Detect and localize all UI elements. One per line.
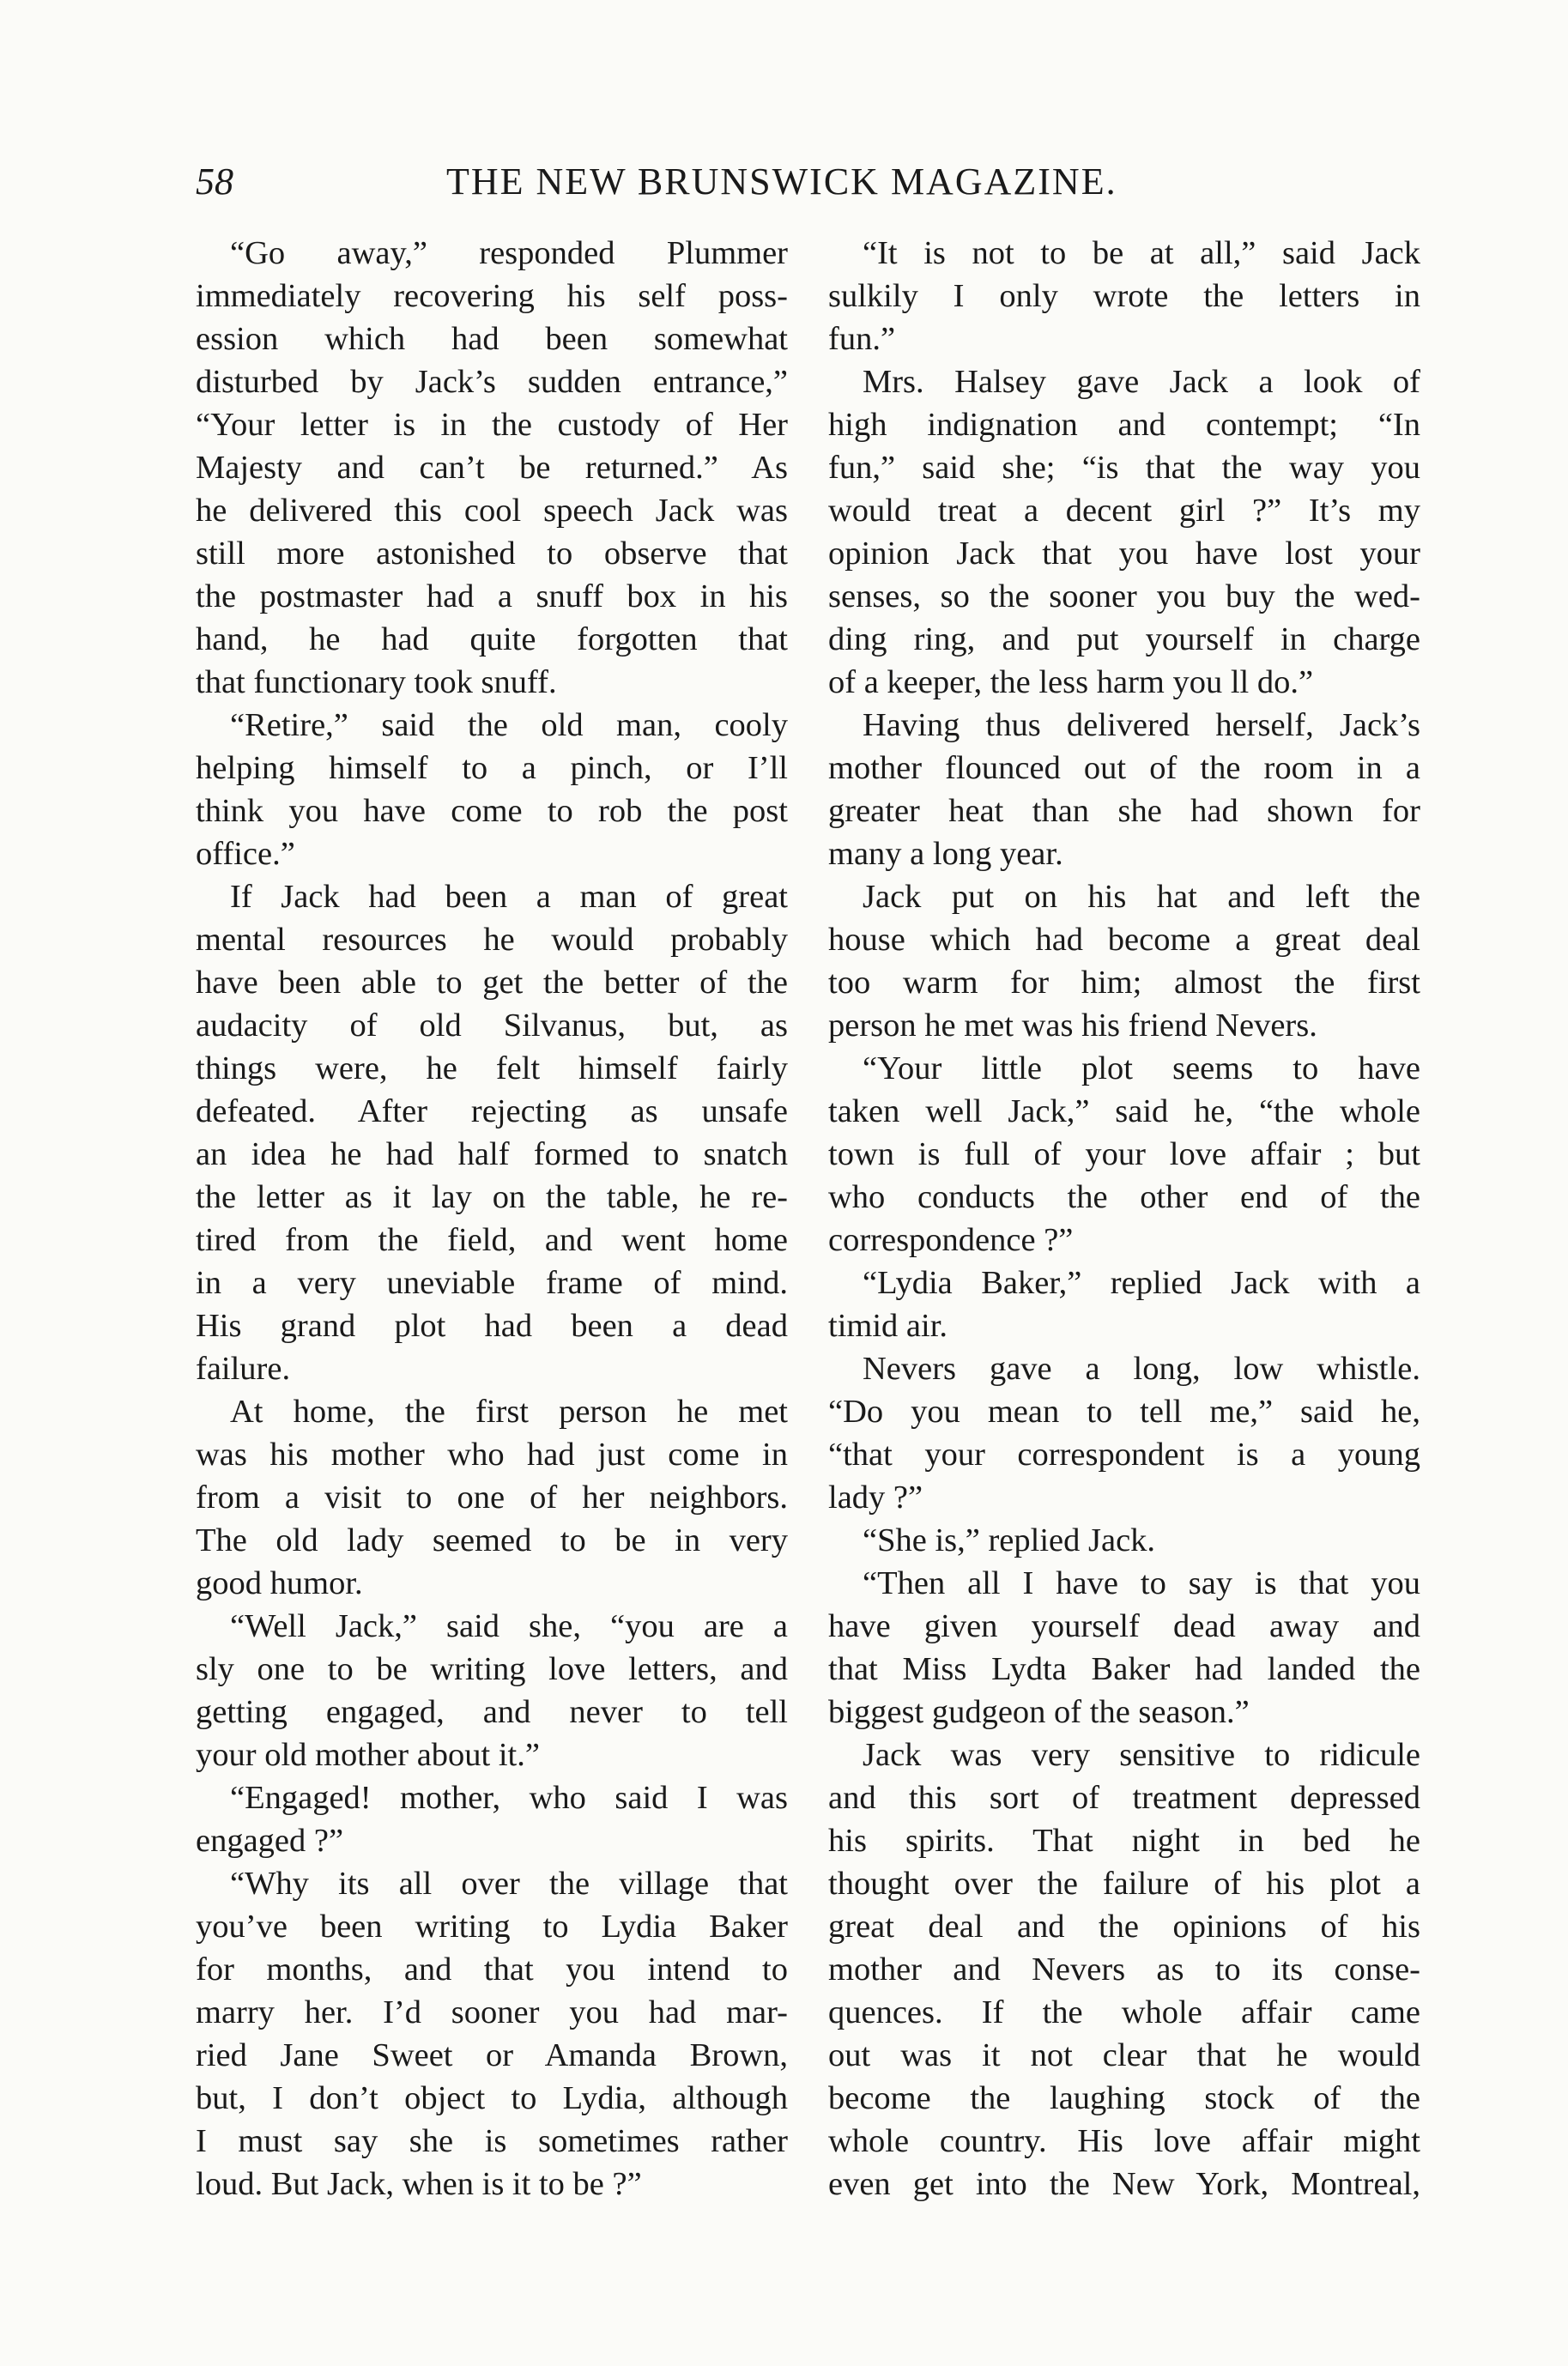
text-line: biggest gudgeon of the season.” [828,1694,1250,1730]
text-line: whole country. His love affair might [828,2123,1420,2159]
text-line: would treat a decent girl ?” It’s my [828,493,1420,529]
text-line: good humor. [196,1565,363,1601]
text-line: Jack put on his hat and left the [863,879,1420,915]
text-line: and this sort of treatment depressed [828,1780,1420,1816]
text-line: his spirits. That night in bed he [828,1823,1420,1859]
text-line: things were, he felt himself fairly [196,1050,788,1086]
text-line: Nevers gave a long, low whistle. [863,1351,1420,1387]
text-line: disturbed by Jack’s sudden entrance,” [196,364,788,400]
text-line: the letter as it lay on the table, he re- [196,1179,788,1215]
text-line: “Your little plot seems to have [863,1050,1420,1086]
text-line: still more astonished to observe that [196,536,788,572]
text-line: The old lady seemed to be in very [196,1522,788,1558]
text-line: from a visit to one of her neighbors. [196,1480,788,1516]
text-line: “that your correspondent is a young [828,1437,1420,1473]
text-line: defeated. After rejecting as unsafe [196,1093,788,1129]
text-line: “Well Jack,” said she, “you are a [230,1608,788,1644]
text-line: he delivered this cool speech Jack was [196,493,788,529]
text-line: “Your letter is in the custody of Her [196,407,788,443]
text-line: engaged ?” [196,1823,344,1859]
text-line: office.” [196,836,295,872]
text-line: If Jack had been a man of great [230,879,788,915]
text-line: “Go away,” responded Plummer [230,235,788,271]
text-line: high indignation and contempt; “In [828,407,1420,443]
text-line: think you have come to rob the post [196,793,788,829]
text-line: fun.” [828,321,896,357]
text-line: immediately recovering his self poss- [196,278,788,314]
text-line: mental resources he would probably [196,922,788,958]
text-line: person he met was his friend Nevers. [828,1008,1317,1044]
text-line: failure. [196,1351,291,1387]
text-line: house which had become a great deal [828,922,1420,958]
text-line: audacity of old Silvanus, but, as [196,1008,788,1044]
text-line: even get into the New York, Montreal, [828,2166,1420,2202]
text-line: of a keeper, the less harm you ll do.” [828,664,1314,700]
text-line: hand, he had quite forgotten that [196,621,788,657]
text-line: Having thus delivered herself, Jack’s [863,707,1420,743]
text-line: become the laughing stock of the [828,2080,1420,2116]
text-line: “It is not to be at all,” said Jack [863,235,1420,271]
text-line: town is full of your love affair ; but [828,1136,1420,1172]
text-line: an idea he had half formed to snatch [196,1136,788,1172]
text-line: your old mother about it.” [196,1737,540,1773]
text-line: “Engaged! mother, who said I was [230,1780,788,1816]
text-line: who conducts the other end of the [828,1179,1420,1215]
text-line: that functionary took snuff. [196,664,557,700]
text-line: for months, and that you intend to [196,1951,788,1988]
text-line: sly one to be writing love letters, and [196,1651,788,1687]
text-line: quences. If the whole affair came [828,1994,1420,2030]
text-line: ding ring, and put yourself in charge [828,621,1420,657]
running-title: THE NEW BRUNSWICK MAGAZINE. [446,160,1117,203]
text-line: Jack was very sensitive to ridicule [863,1737,1420,1773]
text-line: tired from the field, and went home [196,1222,788,1258]
text-line: ried Jane Sweet or Amanda Brown, [196,2037,788,2073]
text-line: but, I don’t object to Lydia, although [196,2080,788,2116]
text-line: out was it not clear that he would [828,2037,1420,2073]
text-line: taken well Jack,” said he, “the whole [828,1093,1420,1129]
text-line: greater heat than she had shown for [828,793,1420,829]
text-line: timid air. [828,1308,948,1344]
text-line: getting engaged, and never to tell [196,1694,788,1730]
text-line: in a very uneviable frame of mind. [196,1265,788,1301]
text-line: “Then all I have to say is that you [863,1565,1420,1601]
text-line: “She is,” replied Jack. [863,1522,1156,1558]
page-number: 58 [196,160,233,203]
text-line: great deal and the opinions of his [828,1909,1420,1945]
text-line: lady ?” [828,1480,923,1516]
text-line: you’ve been writing to Lydia Baker [196,1909,788,1945]
right-text-column [828,232,1420,2206]
text-line: sulkily I only wrote the letters in [828,278,1420,314]
text-line: helping himself to a pinch, or I’ll [196,750,788,786]
text-line: the postmaster had a snuff box in his [196,578,788,614]
text-line: loud. But Jack, when is it to be ?” [196,2166,642,2202]
text-line: many a long year. [828,836,1063,872]
text-line: too warm for him; almost the first [828,965,1420,1001]
text-line: mother and Nevers as to its conse- [828,1951,1420,1988]
text-line: Mrs. Halsey gave Jack a look of [863,364,1420,400]
text-line: “Retire,” said the old man, cooly [230,707,788,743]
text-line: marry her. I’d sooner you had mar- [196,1994,788,2030]
text-line: that Miss Lydta Baker had landed the [828,1651,1420,1687]
text-line: “Why its all over the village that [230,1866,788,1902]
text-line: mother flounced out of the room in a [828,750,1420,786]
text-line: was his mother who had just come in [196,1437,788,1473]
text-line: “Lydia Baker,” replied Jack with a [863,1265,1420,1301]
text-line: fun,” said she; “is that the way you [828,450,1420,486]
text-line: opinion Jack that you have lost your [828,536,1420,572]
text-line: ession which had been somewhat [196,321,788,357]
page-header [0,160,1568,211]
left-text-column [196,232,788,2206]
text-line: I must say she is sometimes rather [196,2123,788,2159]
text-line: “Do you mean to tell me,” said he, [828,1394,1420,1430]
text-line: Majesty and can’t be returned.” As [196,450,788,486]
text-line: His grand plot had been a dead [196,1308,788,1344]
text-line: thought over the failure of his plot a [828,1866,1420,1902]
text-line: senses, so the sooner you buy the wed- [828,578,1420,614]
text-line: correspondence ?” [828,1222,1074,1258]
text-line: have given yourself dead away and [828,1608,1420,1644]
text-line: have been able to get the better of the [196,965,788,1001]
text-line: At home, the first person he met [230,1394,788,1430]
